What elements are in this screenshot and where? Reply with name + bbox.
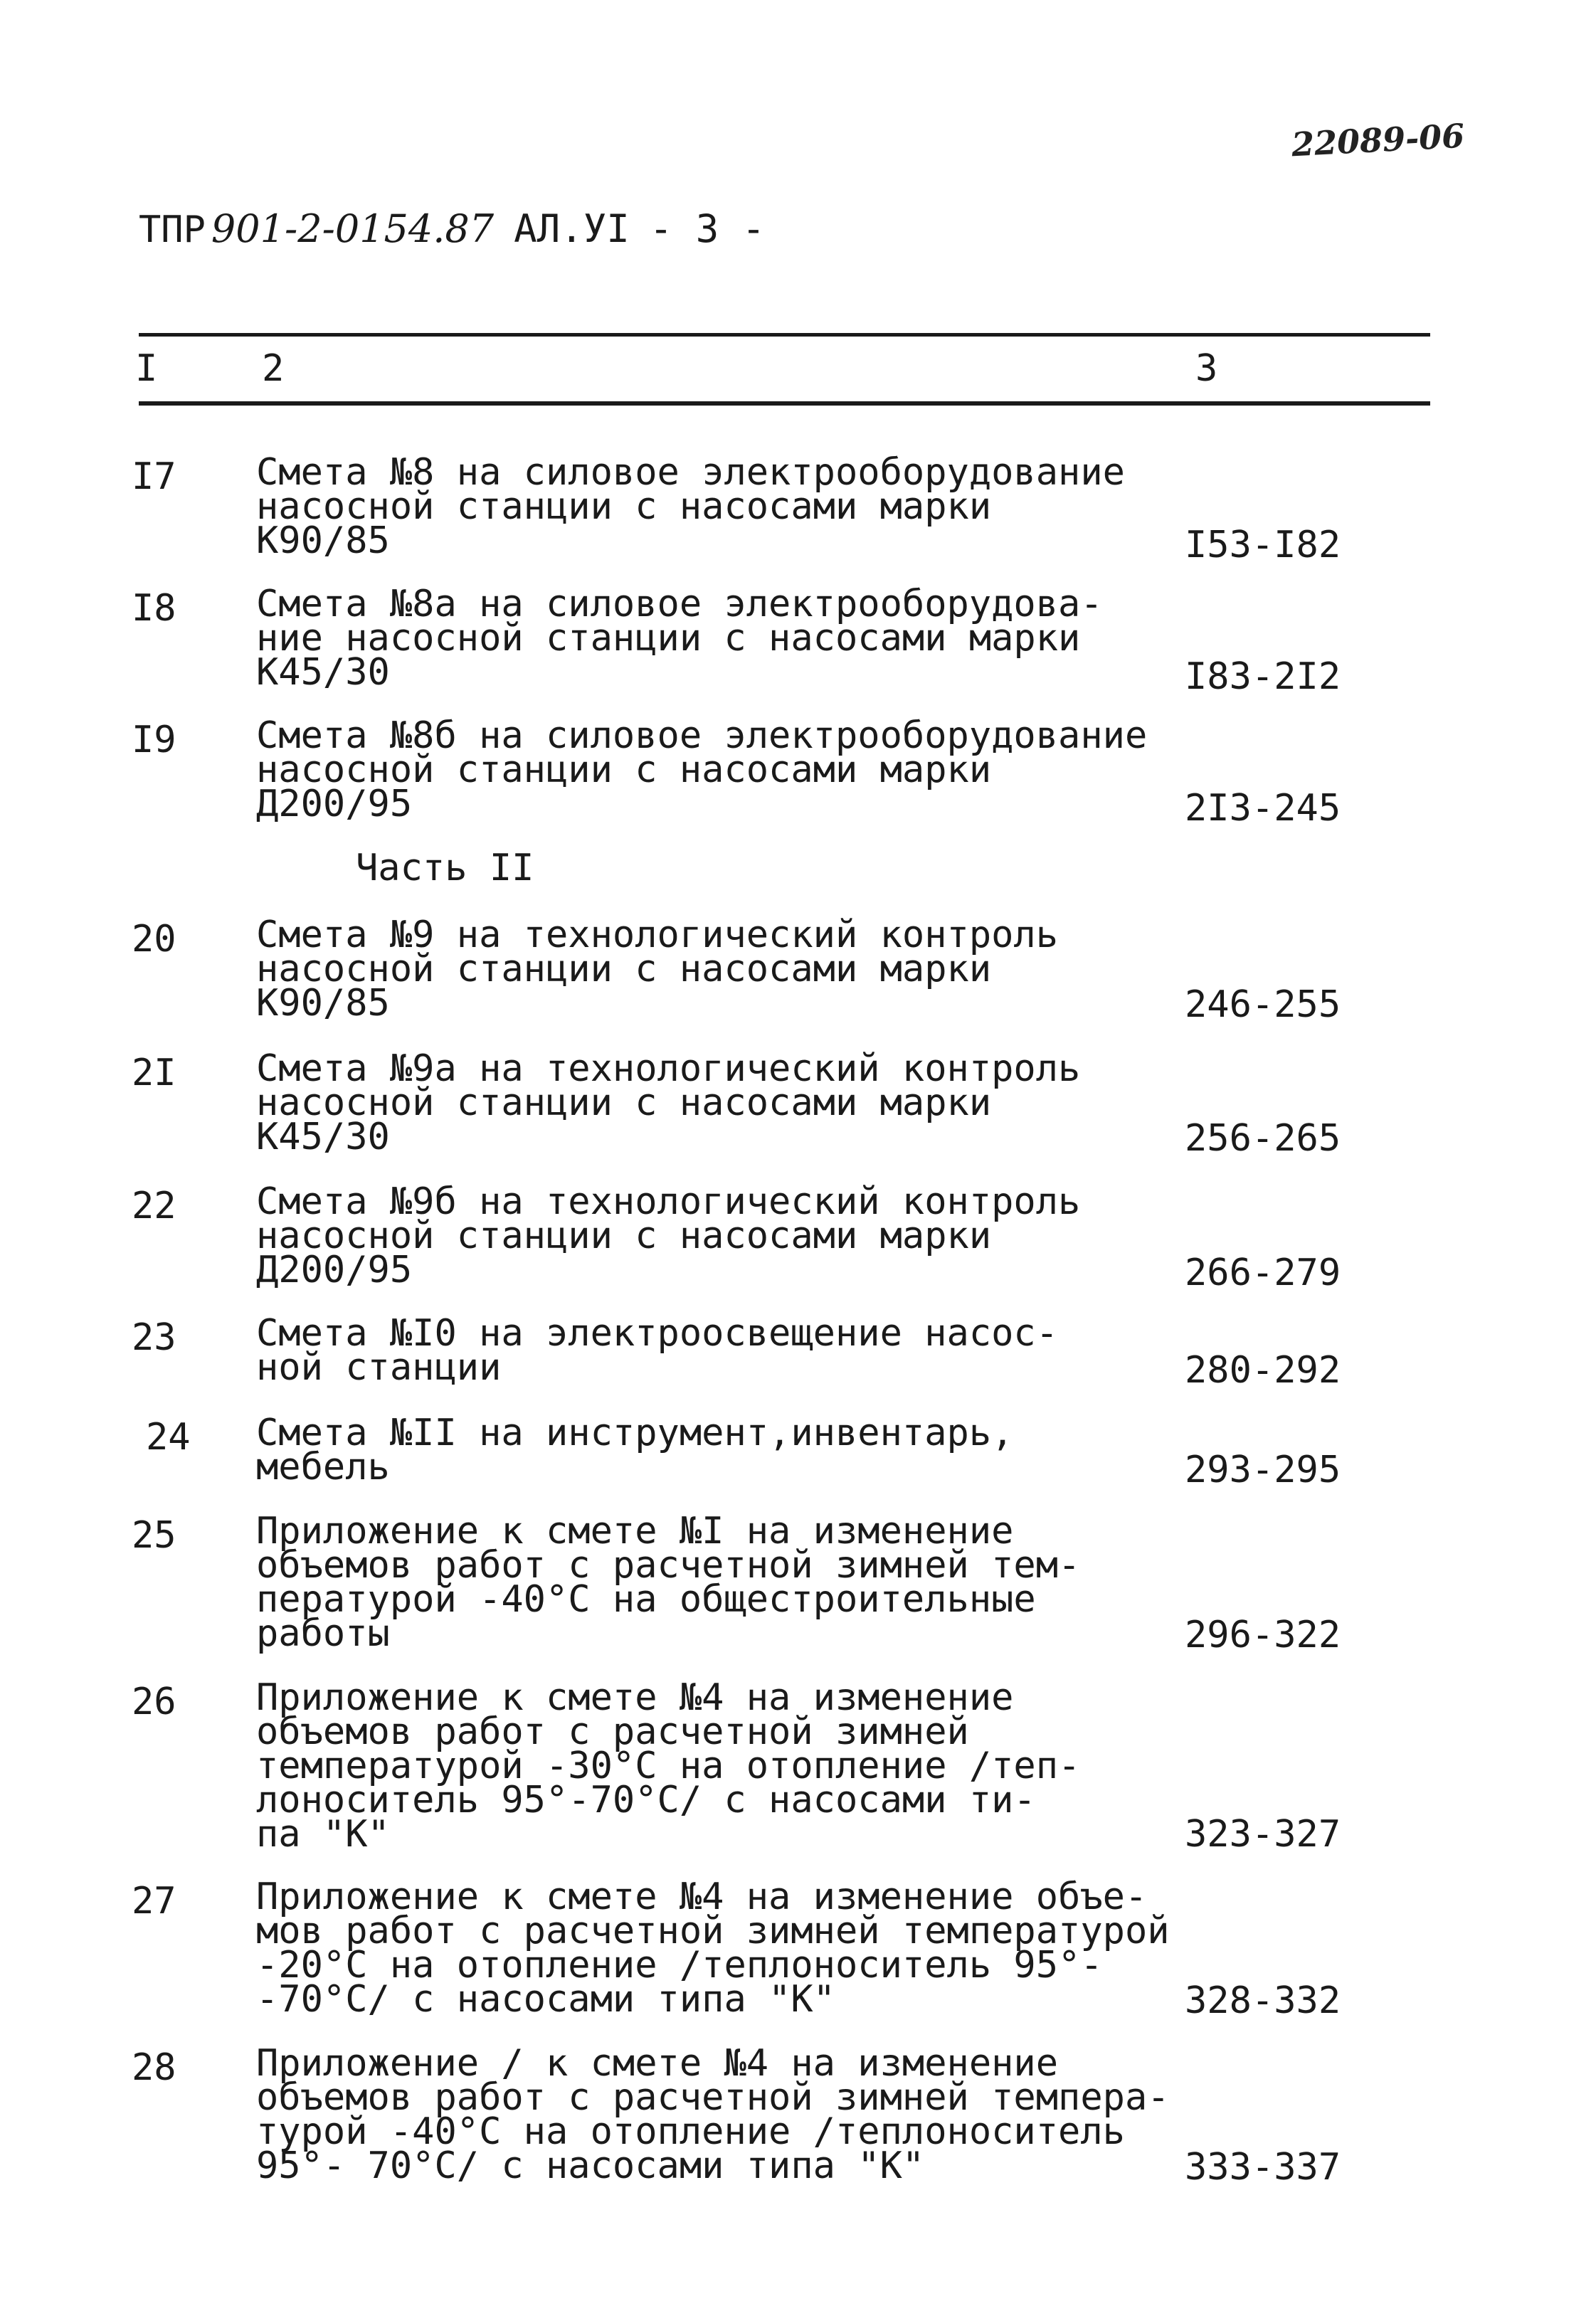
document-code: 22089-06 [1290, 116, 1466, 164]
row-pages: 256-265 [1185, 1117, 1341, 1160]
row-pages: 296-322 [1185, 1614, 1341, 1656]
row-number: I7 [132, 455, 176, 498]
row-number: 2I [132, 1052, 176, 1094]
row-number: 27 [132, 1880, 176, 1923]
row-description: Приложение / к смете №4 на изменение объемов работ с расчетной зимней темпера- турой -40°С на отопление /теплоноситель 95°- 70°С/ с насосами типа "К" [256, 2042, 1170, 2187]
row-number: 25 [132, 1514, 176, 1557]
section-title: Часть II [356, 847, 534, 889]
table-top-rule [139, 333, 1430, 337]
header-prefix: ТПР [139, 208, 206, 251]
column-header-number: I [135, 347, 158, 390]
header-page-label: - 3 - [649, 206, 766, 251]
row-number: 28 [132, 2046, 176, 2089]
row-pages: 266-279 [1185, 1252, 1341, 1294]
row-description: Приложение к смете №I на изменение объемов работ с расчетной зимней тем- пературой -40°С на общестроительные работы [256, 1510, 1081, 1655]
row-description: Смета №8а на силовое электрооборудова- ние насосной станции с насосами марки К45/30 [256, 583, 1103, 694]
row-pages: I83-2I2 [1185, 655, 1341, 698]
row-number: 20 [132, 918, 176, 961]
row-description: Смета №9 на технологический контроль насосной станции с насосами марки К90/85 [256, 914, 1059, 1025]
row-description: Приложение к смете №4 на изменение объемов работ с расчетной зимней температурой -30°С на отопление /теп- лоноситель 95°-70°С/ с насосами ти- па "К" [256, 1676, 1081, 1856]
header-album: АЛ.УI [514, 206, 630, 251]
table-header-rule [139, 401, 1430, 406]
row-number: 22 [132, 1185, 176, 1227]
row-number: 23 [132, 1316, 176, 1359]
row-number: 26 [132, 1681, 176, 1723]
column-header-description: 2 [262, 347, 285, 390]
row-description: Смета №8б на силовое электрооборудование насосной станции с насосами марки Д200/95 [256, 714, 1148, 825]
document-header [139, 206, 765, 251]
row-pages: 323-327 [1185, 1813, 1341, 1856]
row-pages: 293-295 [1185, 1449, 1341, 1491]
row-description: Смета №8 на силовое электрооборудование насосной станции с насосами марки К90/85 [256, 451, 1125, 562]
row-description: Смета №I0 на электроосвещение насос- ной станции [256, 1312, 1059, 1389]
row-pages: 333-337 [1185, 2146, 1341, 2189]
header-project-number: 901-2-0154.87 [211, 206, 495, 251]
row-number: I9 [132, 719, 176, 761]
row-pages: 280-292 [1185, 1349, 1341, 1392]
row-description: Смета №9а на технологический контроль насосной станции с насосами марки К45/30 [256, 1047, 1081, 1158]
row-pages: 2I3-245 [1185, 787, 1341, 830]
row-pages: I53-I82 [1185, 524, 1341, 566]
row-description: Смета №9б на технологический контроль насосной станции с насосами марки Д200/95 [256, 1180, 1081, 1291]
row-description: Приложение к смете №4 на изменение объе- мов работ с расчетной зимней температурой -20°С на отопление /теплоноситель 95°- -70°С/ с насосами типа "К" [256, 1876, 1170, 2021]
row-pages: 246-255 [1185, 983, 1341, 1026]
row-number: I8 [132, 587, 176, 630]
row-number: 24 [146, 1416, 191, 1459]
column-header-pages: 3 [1195, 347, 1218, 390]
row-pages: 328-332 [1185, 1979, 1341, 2022]
row-description: Смета №II на инструмент,инвентарь, мебель [256, 1412, 1014, 1488]
